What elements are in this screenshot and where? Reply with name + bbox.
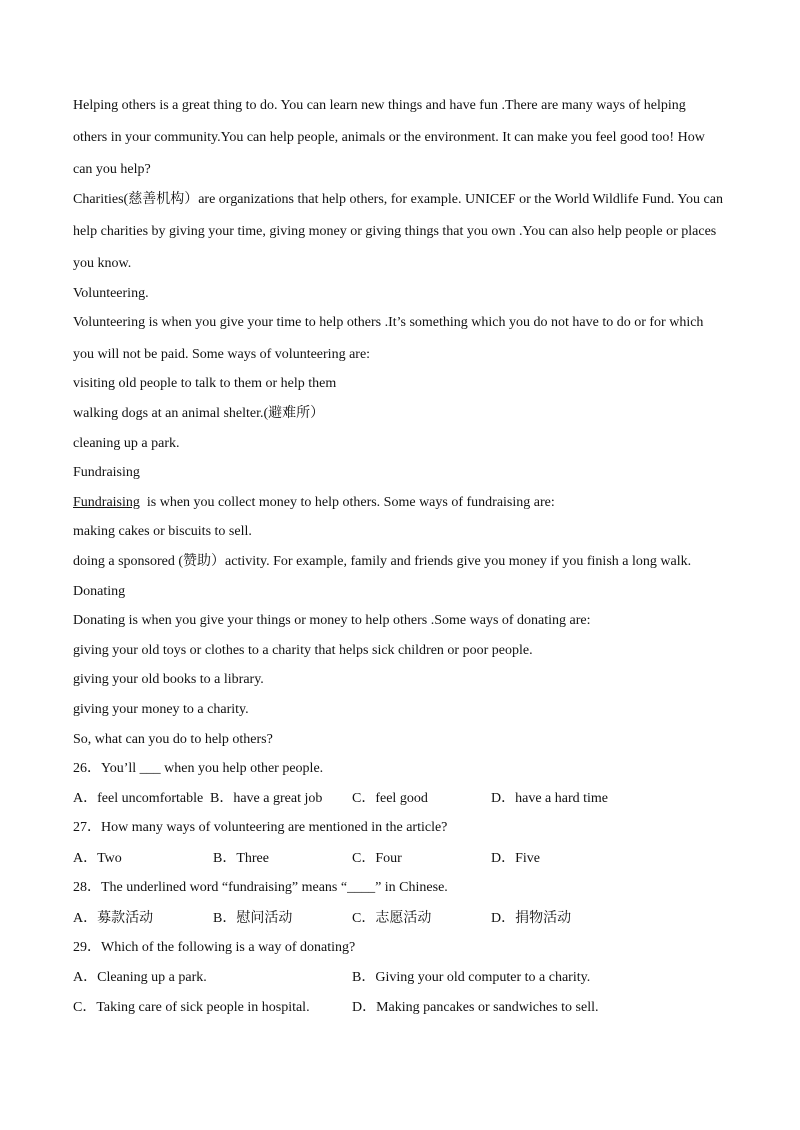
passage-line-rest: is when you collect money to help others. Some ways of fundraising are: — [139, 495, 555, 510]
passage-line: So, what can you do to help others? — [73, 732, 273, 747]
option-a: A．募款活动 — [73, 911, 154, 926]
option-c: C．Four — [352, 851, 402, 866]
passage-line: help charities by giving your time, giving money or giving things that you own .You can also help people or places — [73, 224, 717, 239]
option-a: A．Cleaning up a park. — [73, 970, 207, 985]
passage-line: Donating is when you give your things or money to help others .Some ways of donating are: — [73, 613, 591, 628]
list-item: doing a sponsored (赞助）activity. For example, family and friends give you money if you finish a long walk. — [73, 554, 692, 569]
option-b: B．Three — [213, 851, 269, 866]
question-stem: 28．The underlined word “fundraising” means “____” in Chinese. — [73, 880, 448, 895]
list-item: giving your old books to a library. — [73, 672, 264, 687]
option-c: C．feel good — [352, 791, 428, 806]
option-b: B．慰问活动 — [213, 911, 293, 926]
option-b: B．Giving your old computer to a charity. — [352, 970, 591, 985]
question-stem: 29．Which of the following is a way of donating? — [73, 940, 356, 955]
option-d: D．Making pancakes or sandwiches to sell. — [352, 1000, 599, 1015]
section-heading-volunteering: Volunteering. — [73, 286, 149, 301]
list-item: making cakes or biscuits to sell. — [73, 524, 252, 539]
option-c: C．Taking care of sick people in hospital. — [73, 1000, 310, 1015]
question-stem: 27．How many ways of volunteering are mentioned in the article? — [73, 820, 448, 835]
list-item: cleaning up a park. — [73, 436, 180, 451]
passage-line: you know. — [73, 256, 132, 271]
list-item: walking dogs at an animal shelter.(避难所） — [73, 406, 325, 421]
passage-line: others in your community.You can help people, animals or the environment. It can make you feel good too! How — [73, 130, 705, 145]
passage-line: Charities(慈善机构）are organizations that help others, for example. UNICEF or the World Wildlife Fund. You can — [73, 192, 723, 207]
option-d: D．have a hard time — [491, 791, 609, 806]
section-heading-donating: Donating — [73, 584, 126, 599]
passage-line: can you help? — [73, 162, 151, 177]
list-item: giving your money to a charity. — [73, 702, 249, 717]
passage-line: Helping others is a great thing to do. You can learn new things and have fun .There are many ways of helping — [73, 98, 686, 113]
passage-line: you will not be paid. Some ways of volunteering are: — [73, 347, 371, 362]
option-d: D．捐物活动 — [491, 911, 572, 926]
option-c: C．志愿活动 — [352, 911, 432, 926]
passage-line: Volunteering is when you give your time to help others .It’s something which you do not have to do or for which — [73, 315, 704, 330]
option-b: B．have a great job — [210, 791, 323, 806]
underlined-word: Fundraising — [73, 495, 140, 510]
list-item: giving your old toys or clothes to a charity that helps sick children or poor people. — [73, 643, 533, 658]
section-heading-fundraising: Fundraising — [73, 465, 140, 480]
passage-line — [73, 494, 555, 512]
option-a: A．feel uncomfortable — [73, 791, 204, 806]
option-a: A．Two — [73, 851, 122, 866]
list-item: visiting old people to talk to them or help them — [73, 376, 337, 391]
option-d: D．Five — [491, 851, 540, 866]
question-stem: 26．You’ll ___ when you help other people. — [73, 761, 324, 776]
